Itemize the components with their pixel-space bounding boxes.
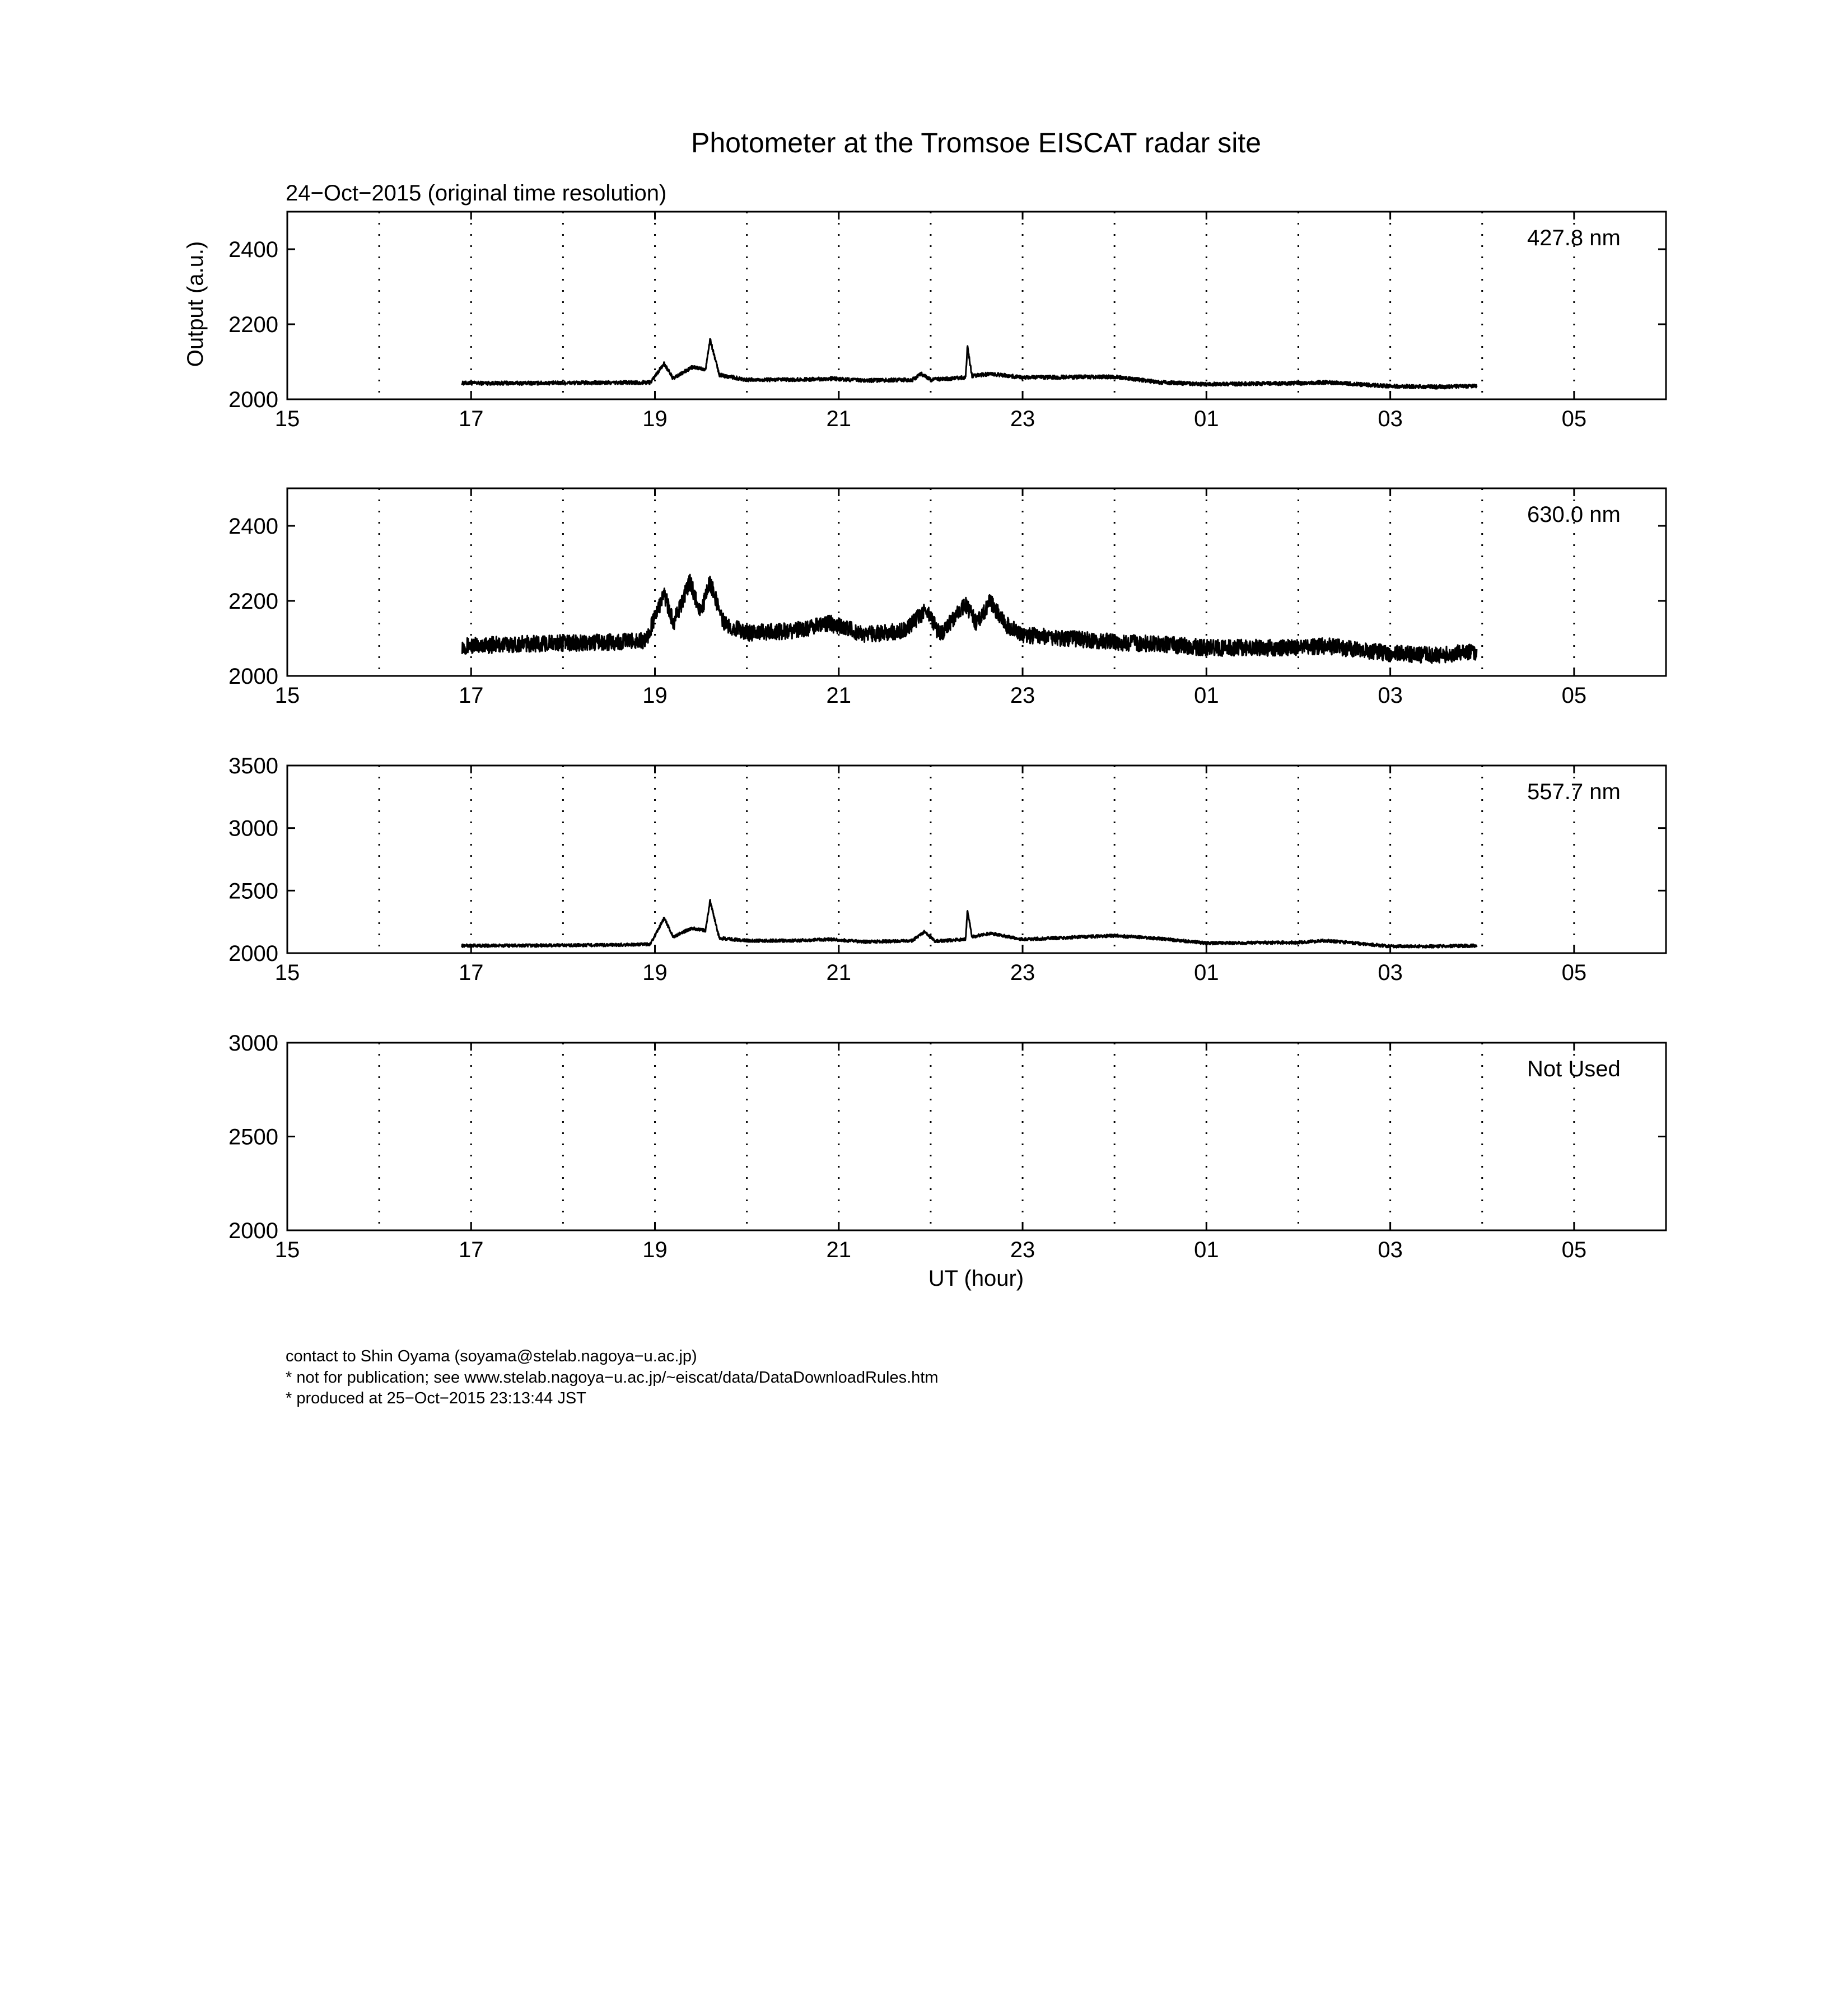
x-tick-label: 19 (642, 1238, 668, 1262)
x-tick-label: 05 (1561, 960, 1587, 985)
y-tick-label: 2000 (228, 941, 278, 966)
footer-rules: * not for publication; see www.stelab.nagoya−u.ac.jp/~eiscat/data/DataDownloadRules.htm (286, 1369, 939, 1387)
y-tick-label: 2000 (228, 1219, 278, 1243)
y-axis-label: Output (a.u.) (183, 241, 208, 367)
x-tick-label: 23 (1010, 960, 1035, 985)
x-tick-label: 01 (1194, 960, 1219, 985)
panel-3 (228, 754, 1666, 985)
x-axis-label: UT (hour) (928, 1266, 1024, 1291)
y-tick-label: 3500 (228, 754, 278, 778)
panels (228, 212, 1666, 1262)
data-series-line (462, 900, 1477, 948)
x-tick-label: 05 (1561, 683, 1587, 708)
panel-1 (228, 212, 1666, 431)
y-tick-label: 2000 (228, 388, 278, 412)
x-tick-label: 15 (274, 683, 300, 708)
panel-wavelength-label: 557.7 nm (1527, 780, 1621, 804)
x-tick-label: 21 (826, 683, 852, 708)
x-tick-label: 23 (1010, 683, 1035, 708)
y-tick-label: 2500 (228, 879, 278, 904)
x-tick-label: 01 (1194, 407, 1219, 431)
x-tick-label: 03 (1378, 683, 1403, 708)
y-tick-label: 2200 (228, 589, 278, 614)
x-tick-label: 03 (1378, 1238, 1403, 1262)
x-tick-label: 05 (1561, 1238, 1587, 1262)
panel-4 (228, 1031, 1666, 1262)
footer-contact: contact to Shin Oyama (soyama@stelab.nagoya−u.ac.jp) (286, 1347, 697, 1365)
x-tick-label: 17 (459, 960, 484, 985)
panel-wavelength-label: 630.0 nm (1527, 502, 1621, 527)
panel-wavelength-label: Not Used (1527, 1057, 1621, 1081)
y-tick-label: 2400 (228, 237, 278, 262)
plot-axes-frame (287, 1043, 1666, 1230)
x-tick-label: 19 (642, 407, 668, 431)
footer-produced: * produced at 25−Oct−2015 23:13:44 JST (286, 1389, 586, 1407)
x-tick-label: 21 (826, 1238, 852, 1262)
y-tick-label: 3000 (228, 1031, 278, 1056)
x-tick-label: 15 (274, 1238, 300, 1262)
panel-2 (228, 488, 1666, 708)
plot-axes-frame (287, 766, 1666, 953)
x-tick-label: 05 (1561, 407, 1587, 431)
x-tick-label: 17 (459, 407, 484, 431)
x-tick-label: 23 (1010, 1238, 1035, 1262)
x-tick-label: 21 (826, 407, 852, 431)
x-tick-label: 15 (274, 960, 300, 985)
y-tick-label: 2400 (228, 514, 278, 539)
x-tick-label: 21 (826, 960, 852, 985)
x-tick-label: 19 (642, 683, 668, 708)
y-tick-label: 2200 (228, 312, 278, 337)
x-tick-label: 15 (274, 407, 300, 431)
panel-wavelength-label: 427.8 nm (1527, 226, 1621, 250)
figure-subtitle: 24−Oct−2015 (original time resolution) (286, 181, 667, 206)
x-tick-label: 03 (1378, 407, 1403, 431)
plot-axes-frame (287, 212, 1666, 399)
data-series-line (462, 339, 1477, 389)
x-tick-label: 03 (1378, 960, 1403, 985)
y-tick-label: 2500 (228, 1124, 278, 1150)
figure-title: Photometer at the Tromsoe EISCAT radar site (690, 127, 1262, 158)
x-tick-label: 17 (459, 683, 484, 708)
data-series-line (462, 575, 1477, 663)
x-tick-label: 01 (1194, 683, 1219, 708)
x-tick-label: 17 (459, 1238, 484, 1262)
x-tick-label: 19 (642, 960, 668, 985)
y-tick-label: 3000 (228, 816, 278, 841)
x-tick-label: 23 (1010, 407, 1035, 431)
x-tick-label: 01 (1194, 1238, 1219, 1262)
y-tick-label: 2000 (228, 664, 278, 689)
